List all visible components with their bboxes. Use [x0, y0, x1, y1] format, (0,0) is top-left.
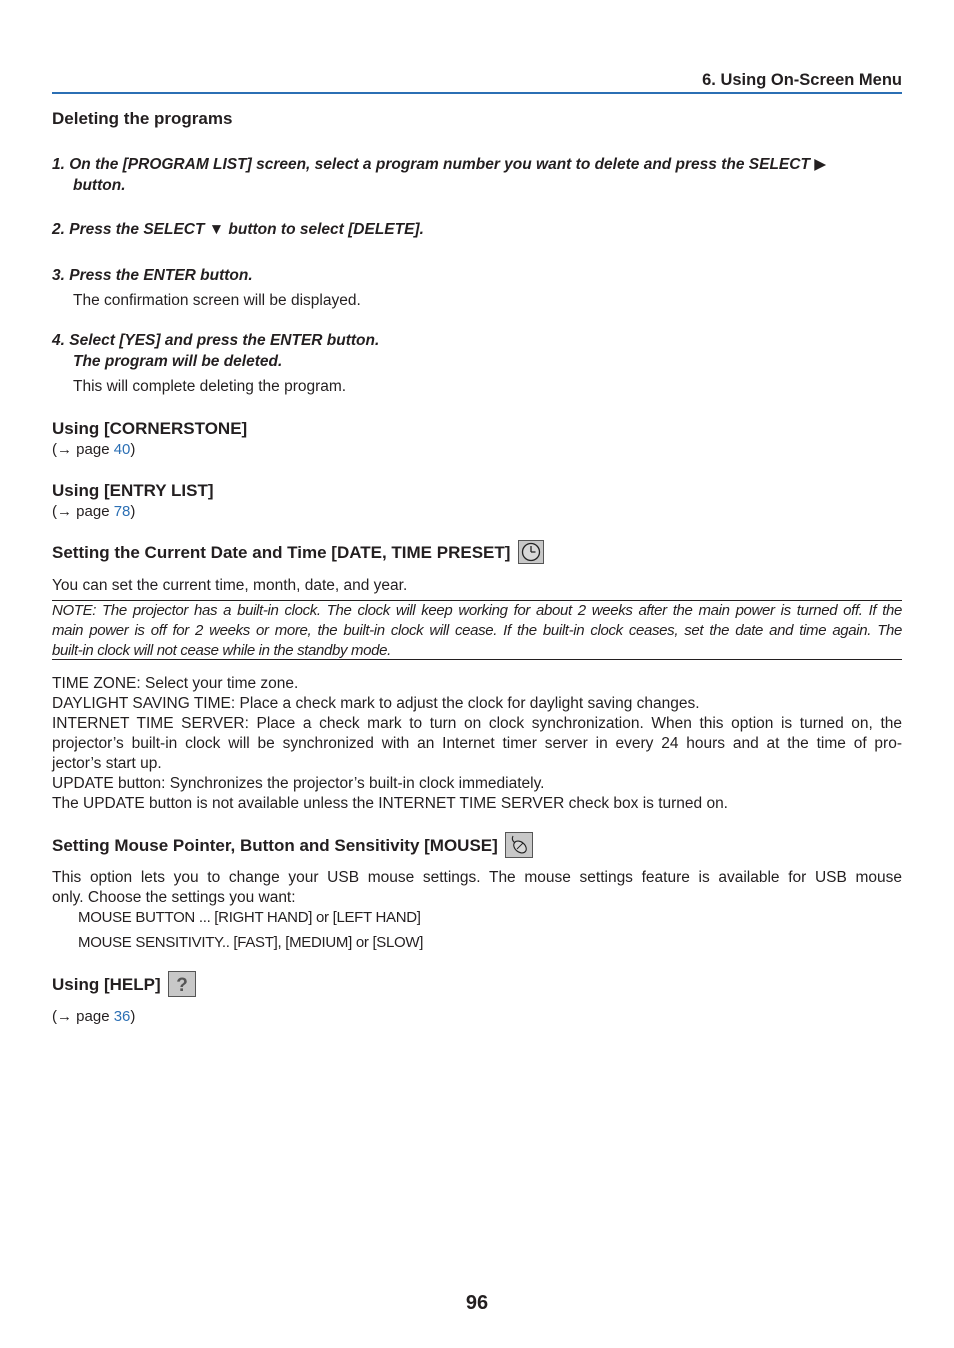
- chapter-title: 6. Using On-Screen Menu: [702, 71, 902, 89]
- note-line-2: main power is off for 2 weeks or more, the built-in clock will cease. If the built-in clock ceases, set the date and time again. The: [52, 622, 902, 639]
- mouse-heading-row: [52, 836, 533, 858]
- cornerstone-page-ref: (→ page 40): [52, 441, 136, 458]
- entry-list-page-link[interactable]: 78: [113, 503, 131, 520]
- update-button-text: UPDATE button: Synchronizes the projector’s built-in clock immediately.: [52, 775, 545, 792]
- page-header: [52, 71, 902, 94]
- help-icon: [168, 971, 196, 997]
- step-2: 2. Press the SELECT ▼ button to select [DELETE].: [52, 221, 424, 238]
- section-heading-entry-list: Using [ENTRY LIST]: [52, 481, 214, 500]
- section-heading-help: Using [HELP]: [52, 975, 161, 995]
- cornerstone-page-link[interactable]: 40: [113, 441, 131, 458]
- note-line-1: NOTE: The projector has a built-in clock. The clock will keep working for about 2 weeks after the main power is turned off. If the: [52, 602, 902, 619]
- time-zone-text: TIME ZONE: Select your time zone.: [52, 675, 299, 692]
- section-heading-date-time: Setting the Current Date and Time [DATE, TIME PRESET]: [52, 543, 511, 562]
- mouse-intro-line-2: only. Choose the settings you want:: [52, 889, 296, 906]
- svg-text:?: ?: [176, 975, 188, 996]
- step-4-body: This will complete deleting the program.: [73, 378, 347, 395]
- mouse-intro-line-1: This option lets you to change your USB mouse settings. The mouse settings feature is available for USB mouse: [52, 869, 902, 886]
- update-note-text: The UPDATE button is not available unless the INTERNET TIME SERVER check box is turned on.: [52, 795, 728, 812]
- page-number: 96: [465, 1292, 489, 1314]
- step-4-line-2: The program will be deleted.: [73, 353, 283, 370]
- daylight-saving-text: DAYLIGHT SAVING TIME: Place a check mark to adjust the clock for daylight saving changes.: [52, 695, 700, 712]
- step-1-line-2: button.: [73, 177, 126, 194]
- mouse-icon: [505, 832, 533, 858]
- internet-time-line-2: projector’s built-in clock will be synchronized with an Internet timer server in every 24 hours and at the time of pro-: [52, 735, 902, 752]
- internet-time-line-1: INTERNET TIME SERVER: Place a check mark to turn on clock synchronization. When this option is turned on, the: [52, 715, 902, 732]
- step-3: 3. Press the ENTER button.: [52, 267, 253, 284]
- note-box: [52, 600, 902, 660]
- section-heading-deleting: Deleting the programs: [52, 109, 233, 128]
- help-heading-row: [52, 975, 196, 997]
- step-3-body: The confirmation screen will be displayed.: [73, 292, 361, 309]
- mouse-sensitivity-setting: MOUSE SENSITIVITY.. [FAST], [MEDIUM] or [SLOW]: [78, 934, 424, 951]
- clock-icon: [518, 540, 544, 564]
- date-time-heading-row: [52, 543, 544, 564]
- step-4-line-1: 4. Select [YES] and press the ENTER button.: [52, 332, 380, 349]
- date-time-intro: You can set the current time, month, date, and year.: [52, 577, 408, 594]
- help-page-ref: (→ page 36): [52, 1008, 136, 1025]
- note-line-3: built-in clock will not cease while in the standby mode.: [52, 642, 391, 659]
- mouse-button-setting: MOUSE BUTTON ... [RIGHT HAND] or [LEFT HAND]: [78, 909, 421, 926]
- internet-time-line-3: jector’s start up.: [52, 755, 162, 772]
- section-heading-mouse: Setting Mouse Pointer, Button and Sensitivity [MOUSE]: [52, 836, 498, 856]
- entry-list-page-ref: (→ page 78): [52, 503, 136, 520]
- section-heading-cornerstone: Using [CORNERSTONE]: [52, 419, 248, 438]
- step-1-line-1: 1. On the [PROGRAM LIST] screen, select a program number you want to delete and press the SELECT ▶: [52, 156, 827, 173]
- help-page-link[interactable]: 36: [113, 1008, 131, 1025]
